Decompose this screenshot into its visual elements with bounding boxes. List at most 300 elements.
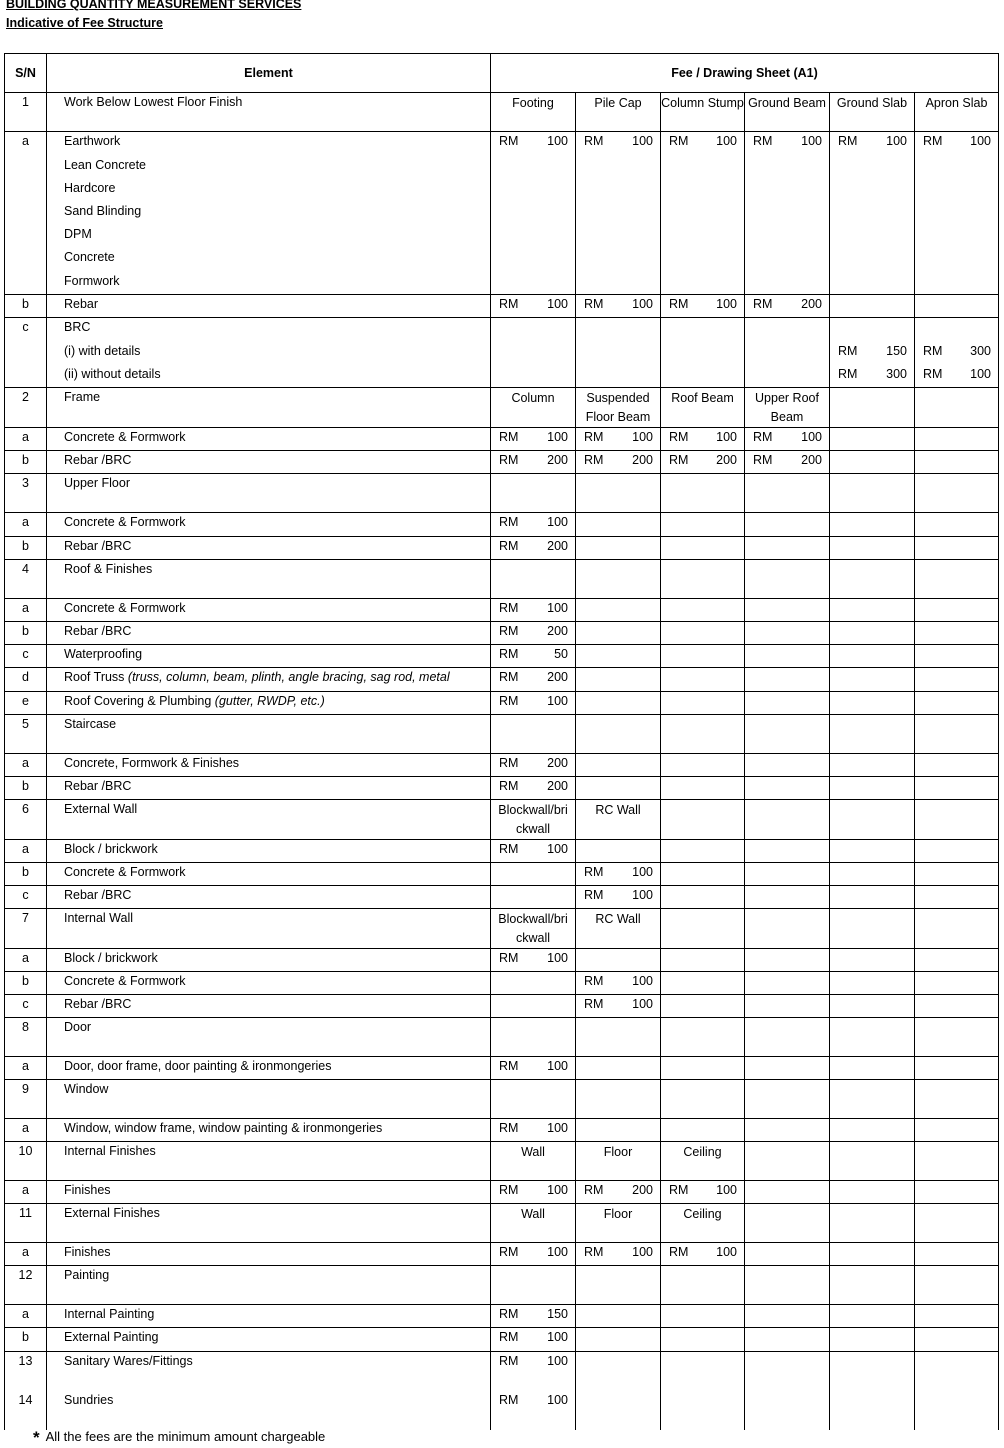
fee-currency: RM: [499, 1183, 519, 1197]
fee-cell: [661, 1305, 745, 1328]
row-element: [47, 909, 491, 949]
item-row: [5, 179, 999, 202]
fee-cell: [491, 365, 576, 388]
fee-value: [491, 599, 575, 615]
fee-cell: [745, 248, 830, 272]
row-element: [47, 840, 491, 863]
fee-value: [830, 365, 914, 381]
fee-currency: RM: [499, 134, 519, 148]
column-heading: [915, 800, 999, 840]
fee-cell: [661, 537, 745, 560]
fee-currency: RM: [669, 297, 689, 311]
row-sn: 6: [5, 800, 47, 840]
row-element: [47, 1352, 491, 1391]
fee-cell: [491, 132, 576, 156]
fee-cell: [915, 513, 999, 537]
element-label: Concrete & Formwork: [64, 865, 186, 879]
column-heading: [915, 1142, 999, 1181]
fee-amount: 100: [886, 134, 907, 148]
item-row: [5, 156, 999, 179]
fee-cell: [830, 949, 915, 972]
fee-currency: RM: [753, 453, 773, 467]
fee-cell: [491, 645, 576, 668]
column-heading: Pile Cap: [576, 93, 661, 132]
fee-currency: RM: [499, 624, 519, 638]
column-heading: [915, 1266, 999, 1305]
row-element: [47, 1119, 491, 1142]
fee-currency: RM: [499, 430, 519, 444]
fee-cell: [915, 225, 999, 248]
fee-cell: [745, 272, 830, 295]
element-label: Concrete, Formwork & Finishes: [64, 756, 240, 770]
fee-value: [576, 1181, 660, 1197]
fee-cell: [745, 972, 830, 995]
row-sn: b: [5, 777, 47, 800]
column-heading: [491, 1080, 576, 1119]
row-sn: b: [5, 863, 47, 886]
element-label: Hardcore: [64, 180, 116, 195]
fee-cell: [661, 272, 745, 295]
fee-value: [491, 451, 575, 467]
fee-value: [491, 668, 575, 684]
column-heading: Upper Roof Beam: [745, 388, 830, 428]
fee-currency: RM: [499, 647, 519, 661]
fee-currency: RM: [753, 134, 773, 148]
fee-cell: [915, 537, 999, 560]
row-element: [47, 1266, 491, 1305]
fee-currency: RM: [669, 430, 689, 444]
fee-cell: [576, 1243, 661, 1266]
fee-cell: [915, 342, 999, 365]
section-row: [5, 93, 999, 132]
fee-cell: [830, 777, 915, 800]
element-label: Rebar /BRC: [64, 624, 132, 638]
fee-cell: [915, 295, 999, 318]
fee-cell: [745, 1057, 830, 1080]
column-heading: [745, 909, 830, 949]
fee-cell: [491, 1119, 576, 1142]
fee-structure-table: [4, 53, 999, 1430]
section-row: [5, 560, 999, 599]
item-row: [5, 248, 999, 272]
column-heading: [491, 474, 576, 513]
fee-value: [491, 949, 575, 965]
fee-cell: [830, 599, 915, 622]
fee-cell: [915, 645, 999, 668]
element-label: DPM: [64, 226, 92, 241]
row-element: [47, 1142, 491, 1181]
fee-cell: [830, 179, 915, 202]
fee-cell: [661, 645, 745, 668]
fee-cell: [661, 318, 745, 342]
fee-currency: RM: [499, 756, 519, 770]
fee-amount: 100: [547, 1183, 568, 1197]
fee-value: [915, 132, 998, 148]
fee-cell: [661, 342, 745, 365]
column-heading: [491, 1266, 576, 1305]
fee-currency: RM: [499, 1392, 519, 1407]
row-element: [47, 451, 491, 474]
fee-cell: [576, 886, 661, 909]
fee-cell: [661, 156, 745, 179]
element-label: External Finishes: [64, 1206, 160, 1220]
fee-cell: [576, 1181, 661, 1204]
fee-amount: 100: [632, 865, 653, 879]
fee-cell: [661, 1119, 745, 1142]
fee-cell: [491, 428, 576, 451]
fee-cell: [830, 995, 915, 1018]
header-element: Element: [47, 54, 491, 93]
fee-amount: 100: [632, 888, 653, 902]
fee-value: [576, 132, 660, 148]
fee-value: [491, 840, 575, 856]
element-label: Concrete & Formwork: [64, 601, 186, 615]
row-element: [47, 272, 491, 295]
column-heading: [830, 560, 915, 599]
row-sn: a: [5, 599, 47, 622]
item-row: [5, 342, 999, 365]
row-sn: a: [5, 840, 47, 863]
fee-currency: RM: [838, 343, 858, 358]
row-element: [47, 622, 491, 645]
fee-amount: 50: [554, 647, 568, 661]
fee-cell: [491, 513, 576, 537]
row-sn: [5, 225, 47, 248]
fee-amount: 100: [632, 134, 653, 148]
row-sn: b: [5, 537, 47, 560]
section-row: [5, 909, 999, 949]
fee-value: [745, 428, 829, 444]
fee-value: [915, 342, 998, 358]
row-element: [47, 692, 491, 715]
fee-value: [491, 132, 575, 148]
fee-cell: [915, 754, 999, 777]
fee-amount: 100: [801, 430, 822, 444]
fee-cell: [491, 225, 576, 248]
fee-value: [576, 995, 660, 1011]
column-heading: [661, 1352, 745, 1391]
row-sn: 13: [5, 1352, 47, 1391]
column-heading: [745, 1018, 830, 1057]
fee-cell: [491, 1305, 576, 1328]
fee-amount: 100: [547, 951, 568, 965]
fee-cell: [745, 318, 830, 342]
fee-currency: RM: [499, 694, 519, 708]
column-heading: [830, 800, 915, 840]
fee-cell: [915, 179, 999, 202]
section-row: [5, 1018, 999, 1057]
element-label-note: (gutter, RWDP, etc.): [214, 694, 325, 708]
fee-cell: [576, 295, 661, 318]
fee-value: [491, 692, 575, 708]
fee-value: [661, 428, 744, 444]
fee-cell: [491, 318, 576, 342]
fee-amount: 100: [632, 430, 653, 444]
fee-cell: [661, 1057, 745, 1080]
fee-cell: [915, 202, 999, 225]
row-sn: a: [5, 1057, 47, 1080]
row-sn: 14: [5, 1391, 47, 1430]
item-row: [5, 202, 999, 225]
row-element: [47, 156, 491, 179]
table-header-row: [5, 54, 999, 93]
fee-cell: [576, 1328, 661, 1352]
footnote: [33, 1428, 325, 1448]
row-element: [47, 949, 491, 972]
row-element: [47, 1328, 491, 1352]
fee-cell: [830, 668, 915, 692]
column-heading: [745, 800, 830, 840]
column-heading: [745, 715, 830, 754]
column-heading: [576, 1391, 661, 1430]
fee-cell: [830, 1305, 915, 1328]
fee-cell: [915, 886, 999, 909]
fee-amount: 150: [547, 1307, 568, 1321]
element-label: Roof Covering & Plumbing: [64, 694, 212, 708]
column-heading: [661, 909, 745, 949]
row-element: [47, 715, 491, 754]
column-heading: [661, 560, 745, 599]
fee-cell: [576, 225, 661, 248]
element-label: Lean Concrete: [64, 157, 147, 172]
fee-cell: [576, 777, 661, 800]
item-row: [5, 132, 999, 156]
column-heading: Blockwall/bri ckwall: [491, 909, 576, 949]
row-sn: [5, 248, 47, 272]
fee-cell: [661, 1181, 745, 1204]
item-row: [5, 1328, 999, 1352]
fee-cell: [491, 949, 576, 972]
fee-value: [491, 645, 575, 661]
column-heading: [745, 1204, 830, 1243]
row-element: [47, 179, 491, 202]
row-element: [47, 202, 491, 225]
fee-cell: [576, 599, 661, 622]
fee-cell: [661, 754, 745, 777]
row-sn: a: [5, 513, 47, 537]
fee-value: [491, 1181, 575, 1197]
row-sn: 9: [5, 1080, 47, 1119]
element-label: Roof & Finishes: [64, 562, 153, 576]
fee-cell: [830, 1181, 915, 1204]
fee-currency: RM: [584, 297, 604, 311]
column-heading: [576, 1080, 661, 1119]
column-heading: RC Wall: [576, 909, 661, 949]
fee-cell: [745, 202, 830, 225]
fee-currency: RM: [584, 134, 604, 148]
fee-cell: [915, 451, 999, 474]
row-element: [47, 1057, 491, 1080]
fee-cell: [491, 248, 576, 272]
fee-amount: 100: [716, 297, 737, 311]
fee-cell: [915, 318, 999, 342]
fee-cell: [491, 692, 576, 715]
column-heading: [491, 1018, 576, 1057]
fee-cell: [830, 342, 915, 365]
column-heading: [830, 1142, 915, 1181]
section-fee-cell: [491, 1391, 576, 1430]
row-element: [47, 1181, 491, 1204]
row-element: [47, 560, 491, 599]
fee-currency: RM: [499, 1354, 519, 1368]
fee-value: [661, 1243, 744, 1259]
item-row: [5, 428, 999, 451]
column-heading: [830, 715, 915, 754]
fee-currency: RM: [499, 779, 519, 793]
fee-cell: [576, 1119, 661, 1142]
element-label: Concrete: [64, 249, 115, 264]
row-element: [47, 972, 491, 995]
column-heading: [915, 715, 999, 754]
fee-currency: RM: [923, 343, 943, 358]
column-heading: Ceiling: [661, 1204, 745, 1243]
fee-cell: [576, 179, 661, 202]
fee-cell: [576, 995, 661, 1018]
section-row: [5, 800, 999, 840]
footnote-text: All the fees are the minimum amount chargeable: [45, 1429, 326, 1444]
row-sn: a: [5, 1243, 47, 1266]
row-element: [47, 365, 491, 388]
column-heading: Wall: [491, 1204, 576, 1243]
row-sn: b: [5, 295, 47, 318]
fee-cell: [661, 863, 745, 886]
element-label: Rebar /BRC: [64, 539, 132, 553]
element-label: Window, window frame, window painting & ironmongeries: [64, 1121, 383, 1135]
row-element: [47, 388, 491, 428]
fee-value: [576, 972, 660, 988]
fee-cell: [830, 840, 915, 863]
fee-value: [491, 1352, 575, 1368]
row-element: [47, 474, 491, 513]
fee-value: [576, 1243, 660, 1259]
column-heading: Blockwall/bri ckwall: [491, 800, 576, 840]
row-element: [47, 668, 491, 692]
fee-cell: [830, 202, 915, 225]
fee-amount: 100: [547, 1354, 568, 1368]
element-label: (i) with details: [64, 343, 141, 358]
element-label: Finishes: [64, 1183, 111, 1197]
item-row: [5, 513, 999, 537]
section-row: [5, 1080, 999, 1119]
row-sn: 11: [5, 1204, 47, 1243]
element-label: Frame: [64, 390, 101, 404]
fee-value: [745, 295, 829, 311]
fee-value: [491, 754, 575, 770]
fee-currency: RM: [499, 951, 519, 965]
fee-value: [745, 132, 829, 148]
fee-currency: RM: [753, 297, 773, 311]
fee-cell: [830, 622, 915, 645]
fee-cell: [915, 668, 999, 692]
fee-value: [491, 1305, 575, 1321]
fee-currency: RM: [923, 134, 943, 148]
row-sn: 12: [5, 1266, 47, 1305]
column-heading: [745, 1266, 830, 1305]
element-label: Block / brickwork: [64, 842, 158, 856]
fee-cell: [661, 886, 745, 909]
fee-cell: [661, 840, 745, 863]
fee-cell: [745, 645, 830, 668]
fee-value: [661, 295, 744, 311]
fee-currency: RM: [499, 1121, 519, 1135]
fee-cell: [745, 840, 830, 863]
column-heading: [830, 474, 915, 513]
fee-cell: [576, 692, 661, 715]
column-heading: [915, 560, 999, 599]
fee-amount: 200: [716, 453, 737, 467]
footnote-marker: *: [33, 1428, 40, 1447]
fee-value: [830, 342, 914, 358]
element-label: External Wall: [64, 802, 138, 816]
row-sn: a: [5, 428, 47, 451]
fee-cell: [745, 365, 830, 388]
fee-amount: 100: [632, 997, 653, 1011]
element-label: Earthwork: [64, 134, 121, 148]
fee-amount: 200: [547, 779, 568, 793]
row-sn: 4: [5, 560, 47, 599]
fee-cell: [915, 692, 999, 715]
fee-amount: 100: [547, 515, 568, 529]
fee-cell: [830, 1328, 915, 1352]
fee-currency: RM: [753, 430, 773, 444]
row-element: [47, 295, 491, 318]
row-element: [47, 1391, 491, 1430]
column-heading: Ground Slab: [830, 93, 915, 132]
row-sn: 5: [5, 715, 47, 754]
column-heading: [576, 1018, 661, 1057]
fee-currency: RM: [499, 453, 519, 467]
column-heading: Ceiling: [661, 1142, 745, 1181]
fee-cell: [491, 972, 576, 995]
fee-cell: [915, 1057, 999, 1080]
fee-cell: [661, 692, 745, 715]
fee-amount: 300: [886, 366, 907, 381]
element-label: Waterproofing: [64, 647, 143, 661]
fee-cell: [661, 995, 745, 1018]
fee-cell: [661, 777, 745, 800]
fee-cell: [745, 513, 830, 537]
fee-cell: [830, 248, 915, 272]
section-row: [5, 1142, 999, 1181]
element-label: Block / brickwork: [64, 951, 158, 965]
element-label: Rebar /BRC: [64, 997, 132, 1011]
fee-cell: [491, 1243, 576, 1266]
fee-currency: RM: [669, 1245, 689, 1259]
fee-cell: [830, 754, 915, 777]
fee-cell: [661, 622, 745, 645]
element-label: Internal Painting: [64, 1307, 155, 1321]
column-heading: Wall: [491, 1142, 576, 1181]
column-heading: [915, 1080, 999, 1119]
column-heading: [915, 1018, 999, 1057]
column-heading: [576, 474, 661, 513]
fee-value: [491, 1119, 575, 1135]
item-row: [5, 668, 999, 692]
element-label: Internal Wall: [64, 911, 134, 925]
fee-cell: [915, 248, 999, 272]
fee-cell: [830, 692, 915, 715]
fee-cell: [661, 132, 745, 156]
item-row: [5, 886, 999, 909]
fee-amount: 200: [547, 756, 568, 770]
fee-currency: RM: [669, 1183, 689, 1197]
column-heading: [830, 1352, 915, 1391]
fee-value: [915, 365, 998, 381]
fee-value: [491, 295, 575, 311]
fee-cell: [661, 179, 745, 202]
row-element: [47, 537, 491, 560]
fee-amount: 100: [547, 601, 568, 615]
